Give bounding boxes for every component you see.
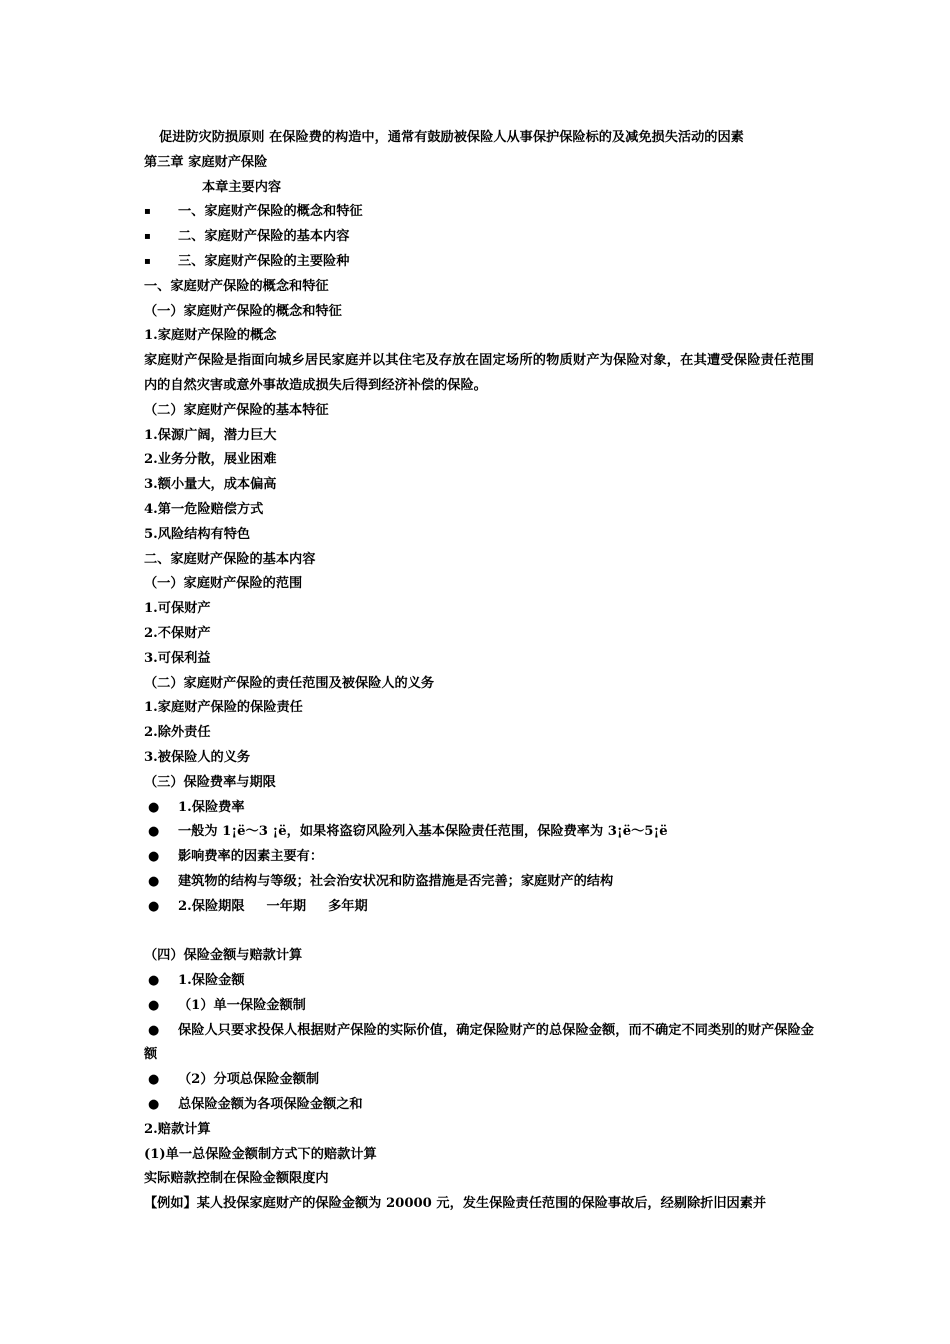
- bullet-icon: ▪: [144, 206, 151, 218]
- bullet-icon: ●: [148, 973, 160, 989]
- heading-2: （一）家庭财产保险的概念和特征: [144, 303, 342, 319]
- bullet-icon: ●: [148, 824, 160, 840]
- heading-2: （四）保险金额与赔款计算: [144, 948, 303, 964]
- bullet-item: ● 建筑物的结构与等级；社会治安状况和防盗措施是否完善；家庭财产的结构: [144, 870, 814, 895]
- bullet-icon: ●: [148, 997, 160, 1013]
- bullet-icon: ●: [148, 799, 160, 815]
- document-page: [144, 126, 814, 1217]
- list-item: 2.不保财产: [144, 625, 211, 641]
- paragraph-principle: 促进防灾防损原则 在保险费的构造中，通常有鼓励被保险人从事保护保险标的及减免损失活动的因素: [159, 130, 744, 145]
- list-item: 1.家庭财产保险的保险责任: [144, 700, 303, 716]
- bullet-icon: ▪: [144, 231, 151, 243]
- bullet-item: ● （2）分项总保险金额制: [144, 1068, 814, 1093]
- bullet-icon: ●: [148, 1072, 160, 1088]
- bullet-item: ● 1.保险金额: [144, 969, 814, 994]
- list-item: 1.可保财产: [144, 601, 211, 617]
- bullet-item: ● 总保险金额为各项保险金额之和: [144, 1093, 814, 1118]
- bullet-item: ● 影响费率的因素主要有：: [144, 845, 814, 870]
- contents-item: ▪ 二、家庭财产保险的基本内容: [144, 225, 814, 250]
- heading-4: (1)单一总保险金额制方式下的赔款计算: [144, 1146, 377, 1162]
- bullet-item: ● 1.保险费率: [144, 796, 814, 821]
- list-item: 3.被保险人的义务: [144, 749, 251, 765]
- list-item: 2.业务分散，展业困难: [144, 452, 277, 468]
- list-item: 3.额小量大，成本偏高: [144, 477, 277, 493]
- chapter-title: 第三章 家庭财产保险: [144, 154, 268, 170]
- bullet-item: ● 一般为 1¡ë～3 ¡ë，如果将盗窃风险列入基本保险责任范围，保险费率为 3¡ë～5¡ë: [144, 820, 814, 845]
- blank-line: [144, 920, 814, 945]
- heading-2: （二）家庭财产保险的责任范围及被保险人的义务: [144, 675, 435, 691]
- heading-3: 1.家庭财产保险的概念: [144, 328, 277, 344]
- bullet-icon: ●: [148, 873, 160, 889]
- bullet-icon: ●: [148, 898, 160, 914]
- heading-2: （二）家庭财产保险的基本特征: [144, 402, 329, 418]
- heading-1: 一、家庭财产保险的概念和特征: [144, 278, 329, 294]
- bullet-icon: ▪: [144, 255, 151, 267]
- heading-2: （一）家庭财产保险的范围: [144, 576, 303, 592]
- heading-1: 二、家庭财产保险的基本内容: [144, 551, 316, 567]
- list-item: 5.风险结构有特色: [144, 526, 251, 542]
- contents-item: ▪ 一、家庭财产保险的概念和特征: [144, 200, 814, 225]
- contents-item: ▪ 三、家庭财产保险的主要险种: [144, 250, 814, 275]
- bullet-icon: ●: [148, 849, 160, 865]
- list-item: 2.除外责任: [144, 725, 211, 741]
- bullet-icon: ●: [148, 1097, 160, 1113]
- list-item: 1.保源广阔，潜力巨大: [144, 427, 277, 443]
- section-heading-contents: 本章主要内容: [202, 179, 282, 195]
- bullet-icon: ●: [148, 1022, 160, 1038]
- list-item: 3.可保利益: [144, 650, 211, 666]
- bullet-item: ● （1）单一保险金额制: [144, 994, 814, 1019]
- bullet-item: ● 2.保险期限 一年期 多年期: [144, 895, 814, 920]
- heading-3: 2.赔款计算: [144, 1121, 211, 1137]
- heading-2: （三）保险费率与期限: [144, 774, 276, 790]
- paragraph-definition: 家庭财产保险是指面向城乡居民家庭并以其住宅及存放在固定场所的物质财产为保险对象，在其遭受保险责任范围内的自然灾害或意外事故造成损失后得到经济补偿的保险。: [144, 353, 814, 393]
- list-item: 4.第一危险赔偿方式: [144, 501, 264, 517]
- example-paragraph: 【例如】某人投保家庭财产的保险金额为 20000 元，发生保险责任范围的保险事故后，经剔除折旧因素并: [144, 1196, 767, 1212]
- paragraph: 实际赔款控制在保险金额限度内: [144, 1171, 329, 1187]
- bullet-item: ● 保险人只要求投保人根据财产保险的实际价值，确定保险财产的总保险金额，而不确定不同类别的财产保险金额: [144, 1019, 814, 1069]
